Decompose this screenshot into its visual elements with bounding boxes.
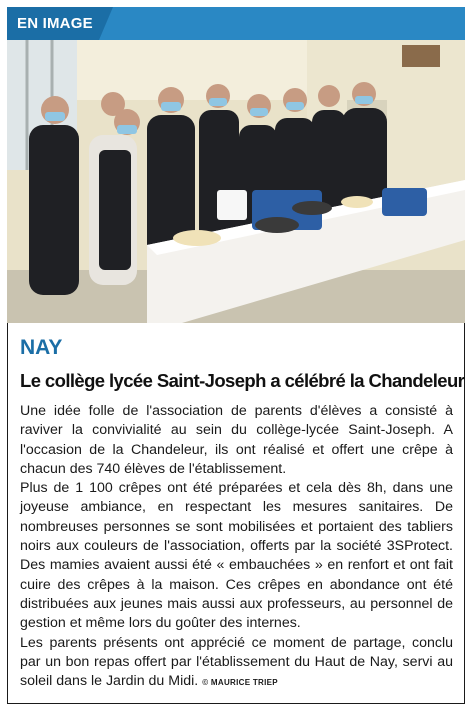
photo-illustration <box>7 40 465 323</box>
photo-credit: © MAURICE TRIEP <box>202 678 278 688</box>
article-city: NAY <box>20 336 63 359</box>
article-body <box>20 402 453 692</box>
section-banner <box>7 7 465 40</box>
article-paragraph: Une idée folle de l'association de parents d'élèves a consisté à raviver la convivialité au sein du collège-lycée Saint-Joseph. A l'occasion de la Chandeleur, ils ont réalisé et offert une crêpe à chacun des 740 élèves de l'établissement. <box>20 403 453 477</box>
article-paragraph <box>20 634 453 693</box>
article-paragraph-text: Les parents présents ont apprécié ce moment de partage, conclu par un bon repas offert par l'établissement du Haut de Nay, servi au soleil dans le Jardin du Midi. <box>20 634 453 690</box>
article-photo <box>7 40 465 323</box>
banner-label: EN IMAGE <box>17 15 93 32</box>
banner-stripe <box>99 7 465 40</box>
article-paragraph: Plus de 1 100 crêpes ont été préparées et cela dès 8h, dans une joyeuse ambiance, en respectant les mesures sanitaires. De nombreuses personnes se sont mobilisées et portaient des tabliers noirs aux couleurs de l'association, offerts par la société 3SProtect. Des mamies avaient aussi été « embauchées » en renfort et ont fait cuire des crêpes à la maison. Ces crêpes en abondance ont été distribuées aux jeunes mais aussi aux professeurs, au personnel de gestion et même lors du goûter des internes. <box>20 480 453 632</box>
article-headline: Le collège lycée Saint-Joseph a célébré la Chandeleur <box>20 370 465 391</box>
